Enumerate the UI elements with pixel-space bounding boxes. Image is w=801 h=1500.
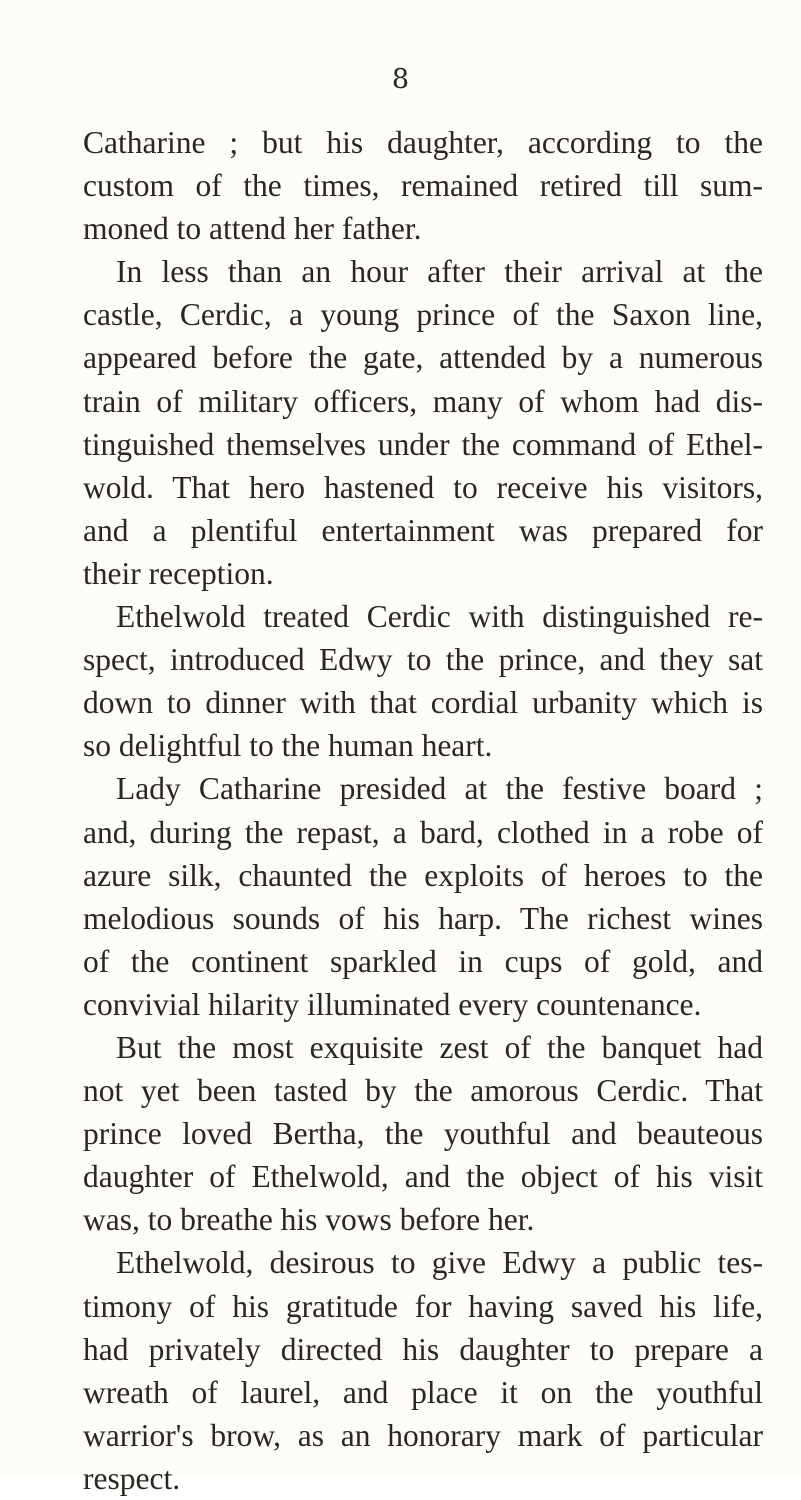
text-line: was, to breathe his vows before her. xyxy=(83,1202,535,1238)
page-number: 8 xyxy=(391,64,410,95)
text-line: timony of his gratitude for having saved his life, xyxy=(83,1288,763,1324)
text-line: Ethelwold, desirous to give Edwy a public tes- xyxy=(116,1245,763,1281)
text-line: But the most exquisite zest of the banquet had xyxy=(116,1029,763,1065)
text-line: custom of the times, remained retired till sum- xyxy=(83,168,763,204)
text-line: train of military officers, many of whom had dis- xyxy=(83,383,763,419)
text-line: daughter of Ethelwold, and the object of his visit xyxy=(83,1159,763,1195)
text-line: down to dinner with that cordial urbanity which is xyxy=(83,685,763,721)
text-line: respect. xyxy=(83,1460,181,1496)
text-line: not yet been tasted by the amorous Cerdic. That xyxy=(83,1073,763,1109)
text-line: Lady Catharine presided at the festive board ; xyxy=(116,771,763,807)
text-line: and a plentiful entertainment was prepared for xyxy=(83,512,763,548)
text-line: their reception. xyxy=(83,555,274,591)
text-line: warrior's brow, as an honorary mark of particular xyxy=(83,1417,763,1453)
text-line: castle, Cerdic, a young prince of the Saxon line, xyxy=(83,297,763,333)
text-line: prince loved Bertha, the youthful and beauteous xyxy=(83,1116,763,1152)
text-line: In less than an hour after their arrival at the xyxy=(116,254,763,290)
text-line: spect, introduced Edwy to the prince, and they sat xyxy=(83,642,763,678)
text-line: convivial hilarity illuminated every countenance. xyxy=(83,986,702,1022)
text-line: Ethelwold treated Cerdic with distinguished re- xyxy=(116,599,763,635)
text-line: azure silk, chaunted the exploits of heroes to the xyxy=(83,857,763,893)
text-line: appeared before the gate, attended by a numerous xyxy=(83,340,763,376)
text-line: Catharine ; but his daughter, according to the xyxy=(83,125,763,160)
text-line: so delightful to the human heart. xyxy=(83,728,493,764)
text-line: melodious sounds of his harp. The richest wines xyxy=(83,900,763,936)
text-line: moned to attend her father. xyxy=(83,211,422,247)
text-line: of the continent sparkled in cups of gold, and xyxy=(83,943,763,979)
text-line: wreath of laurel, and place it on the youthful xyxy=(83,1374,763,1410)
text-line: tinguished themselves under the command of Ethel- xyxy=(83,426,763,462)
text-line: wold. That hero hastened to receive his visitors, xyxy=(83,469,763,505)
body-text xyxy=(83,121,763,1500)
text-line: and, during the repast, a bard, clothed in a robe of xyxy=(83,814,763,850)
text-line: had privately directed his daughter to prepare a xyxy=(83,1331,763,1367)
